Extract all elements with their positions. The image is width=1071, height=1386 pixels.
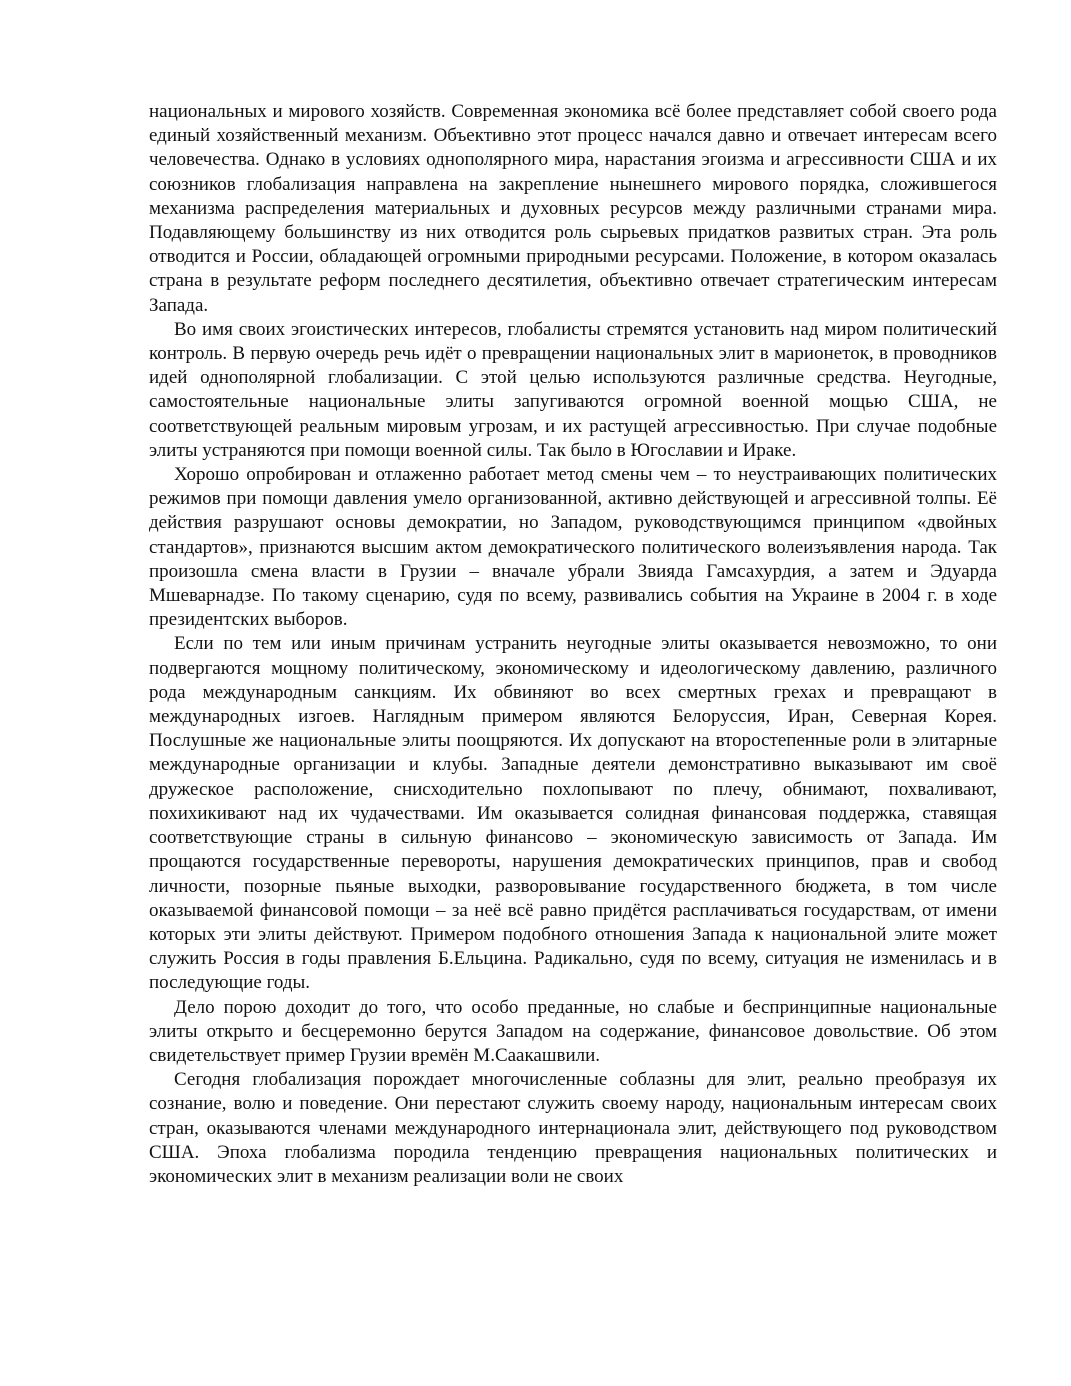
paragraph-4: Если по тем или иным причинам устранить неугодные элиты оказывается невозможно, то они подвергаются мощному политическому, экономическому и идеологическому давлению, различного рода международным санкциям. Их обвиняют во всех смертных грехах и превращают в международных изгоев. Наглядным примером являются Белоруссия, Иран, Северная Корея. Послушные же национальные элиты поощряются. Их допускают на второстепенные роли в элитарные международные организации и клубы. Западные деятели демонстративно выказывают им своё дружеское расположение, снисходительно похлопывают по плечу, обнимают, похваливают, похихикивают над их чудачествами. Им оказывается солидная финансовая поддержка, ставящая соответствующие страны в сильную финансово – экономическую зависимость от Запада. Им прощаются государственные перевороты, нарушения демократических принципов, прав и свобод личности, позорные пьяные выходки, разворовывание государственного бюджета, в том числе оказываемой финансовой помощи – за неё всё равно придётся расплачиваться государствам, от имени которых эти элиты действуют. Примером подобного отношения Запада к национальной элите может служить Россия в годы правления Б.Ельцина. Радикально, судя по всему, ситуация не изменилась и в последующие годы. — [149, 633, 997, 994]
paragraph-6: Сегодня глобализация порождает многочисленные соблазны для элит, реально преобразуя их сознание, волю и поведение. Они перестают служить своему народу, национальным интересам своих стран, оказываются членами международного интернационала элит, действующего под руководством США. Эпоха глобализма породила тенденцию превращения национальных политических и экономических элит в механизм реализации воли не своих — [149, 1069, 997, 1187]
paragraph-5: Дело порою доходит до того, что особо преданные, но слабые и беспринципные национальные элиты открыто и бесцеремонно берутся Западом на содержание, финансовое довольствие. Об этом свидетельствует пример Грузии времён М.Саакашвили. — [149, 996, 997, 1066]
paragraph-3: Хорошо опробирован и отлаженно работает метод смены чем – то неустраивающих политических режимов при помощи давления умело организованной, активно действующей и агрессивной толпы. Её действия разрушают основы демократии, но Западом, руководствующимся принципом «двойных стандартов», признаются высшим актом демократического политического волеизъявления народа. Так произошла смена власти в Грузии – вначале убрали Звияда Гамсахурдия, а затем и Эдуарда Мшеварнадзе. По такому сценарию, судя по всему, развивались события на Украине в 2004 г. в ходе президентских выборов. — [149, 464, 997, 631]
paragraph-1: национальных и мирового хозяйств. Современная экономика всё более представляет собой своего рода единый хозяйственный механизм. Объективно этот процесс начался давно и отвечает интересам всего человечества. Однако в условиях однополярного мира, нарастания эгоизма и агрессивности США и их союзников глобализация направлена на закрепление нынешнего мирового порядка, сложившегося механизма распределения материальных и духовных ресурсов между различными странами мира. Подавляющему большинству из них отводится роль сырьевых придатков развитых стран. Эта роль отводится и России, обладающей огромными природными ресурсами. Положение, в котором оказалась страна в результате реформ последнего десятилетия, объективно отвечает стратегическим интересам Запада. — [149, 101, 997, 316]
paragraph-2: Во имя своих эгоистических интересов, глобалисты стремятся установить над миром политический контроль. В первую очередь речь идёт о превращении национальных элит в марионеток, в проводников идей однополярной глобализации. С этой целью используются различные средства. Неугодные, самостоятельные национальные элиты запугиваются огромной военной мощью США, не соответствующей реальным мировым угрозам, и их растущей агрессивностью. При случае подобные элиты устраняются при помощи военной силы. Так было в Югославии и Ираке. — [149, 318, 997, 461]
document-page — [149, 100, 997, 1189]
